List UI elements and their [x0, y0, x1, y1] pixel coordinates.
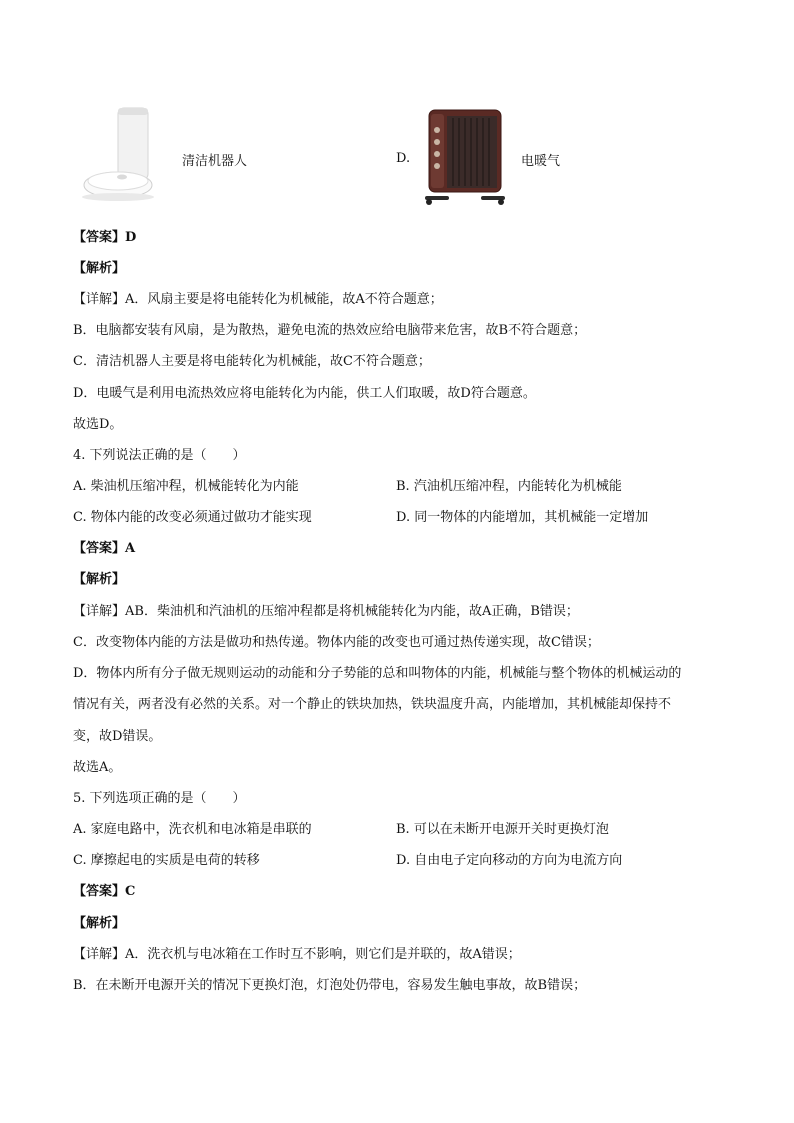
q3-detail-line-3: C．清洁机器人主要是将电能转化为机械能，故C不符合题意；: [73, 354, 431, 369]
option-d-letter: D.: [396, 151, 411, 166]
q3-detail-line-2: B．电脑都安装有风扇，是为散热，避免电流的热效应给电脑带来危害，故B不符合题意；: [73, 323, 587, 338]
q5-detail-line-1: 【详解】A．洗衣机与电冰箱在工作时互不影响，则它们是并联的，故A错误；: [73, 947, 521, 962]
q4-detail-line-4: 情况有关，两者没有必然的关系。对一个静止的铁块加热，铁块温度升高，内能增加，其机械能却保持不: [73, 697, 672, 712]
q3-detail-line-1: 【详解】A．风扇主要是将电能转化为机械能，故A不符合题意；: [73, 292, 443, 307]
q3-answer: 【答案】D: [73, 230, 137, 245]
option-d-label: 电暖气: [521, 154, 561, 169]
option-c-label: 清洁机器人: [182, 154, 248, 169]
q5-detail-line-2: B．在未断开电源开关的情况下更换灯泡，灯泡处仍带电，容易发生触电事故，故B错误；: [73, 978, 587, 993]
q4-option-c: C. 物体内能的改变必须通过做功才能实现: [73, 510, 312, 525]
q4-detail-line-5: 变，故D错误。: [73, 729, 162, 744]
q4-detail-line-3: D．物体内所有分子做无规则运动的动能和分子势能的总和叫物体的内能，机械能与整个物体的机械运动的: [73, 666, 682, 681]
q5-option-c: C. 摩擦起电的实质是电荷的转移: [73, 853, 260, 868]
q3-conclusion: 故选D。: [73, 417, 123, 432]
q4-option-b: B. 汽油机压缩冲程，内能转化为机械能: [396, 479, 622, 494]
q4-detail-line-2: C．改变物体内能的方法是做功和热传递。物体内能的改变也可通过热传递实现，故C错误；: [73, 635, 600, 650]
q4-conclusion: 故选A。: [73, 760, 122, 775]
q5-stem: 5. 下列选项正确的是（ ）: [73, 791, 246, 806]
q4-detail-line-1: 【详解】AB．柴油机和汽油机的压缩冲程都是将机械能转化为内能，故A正确，B错误；: [73, 604, 579, 619]
q5-option-d: D. 自由电子定向移动的方向为电流方向: [396, 853, 623, 868]
q5-analysis-tag: 【解析】: [73, 916, 126, 931]
q3-analysis-tag: 【解析】: [73, 261, 126, 276]
q4-answer: 【答案】A: [73, 541, 136, 556]
robot-vacuum-image: [78, 105, 173, 205]
q4-analysis-tag: 【解析】: [73, 572, 126, 587]
q4-stem: 4. 下列说法正确的是（ ）: [73, 448, 246, 463]
q4-option-d: D. 同一物体的内能增加，其机械能一定增加: [396, 510, 649, 525]
q5-option-a: A. 家庭电路中，洗衣机和电冰箱是串联的: [73, 822, 312, 837]
q5-option-b: B. 可以在未断开电源开关时更换灯泡: [396, 822, 609, 837]
q5-answer: 【答案】C: [73, 884, 136, 899]
electric-heater-image: [425, 108, 507, 206]
q4-option-a: A. 柴油机压缩冲程，机械能转化为内能: [73, 479, 299, 494]
q3-detail-line-4: D．电暖气是利用电流热效应将电能转化为内能，供工人们取暖，故D符合题意。: [73, 386, 536, 401]
